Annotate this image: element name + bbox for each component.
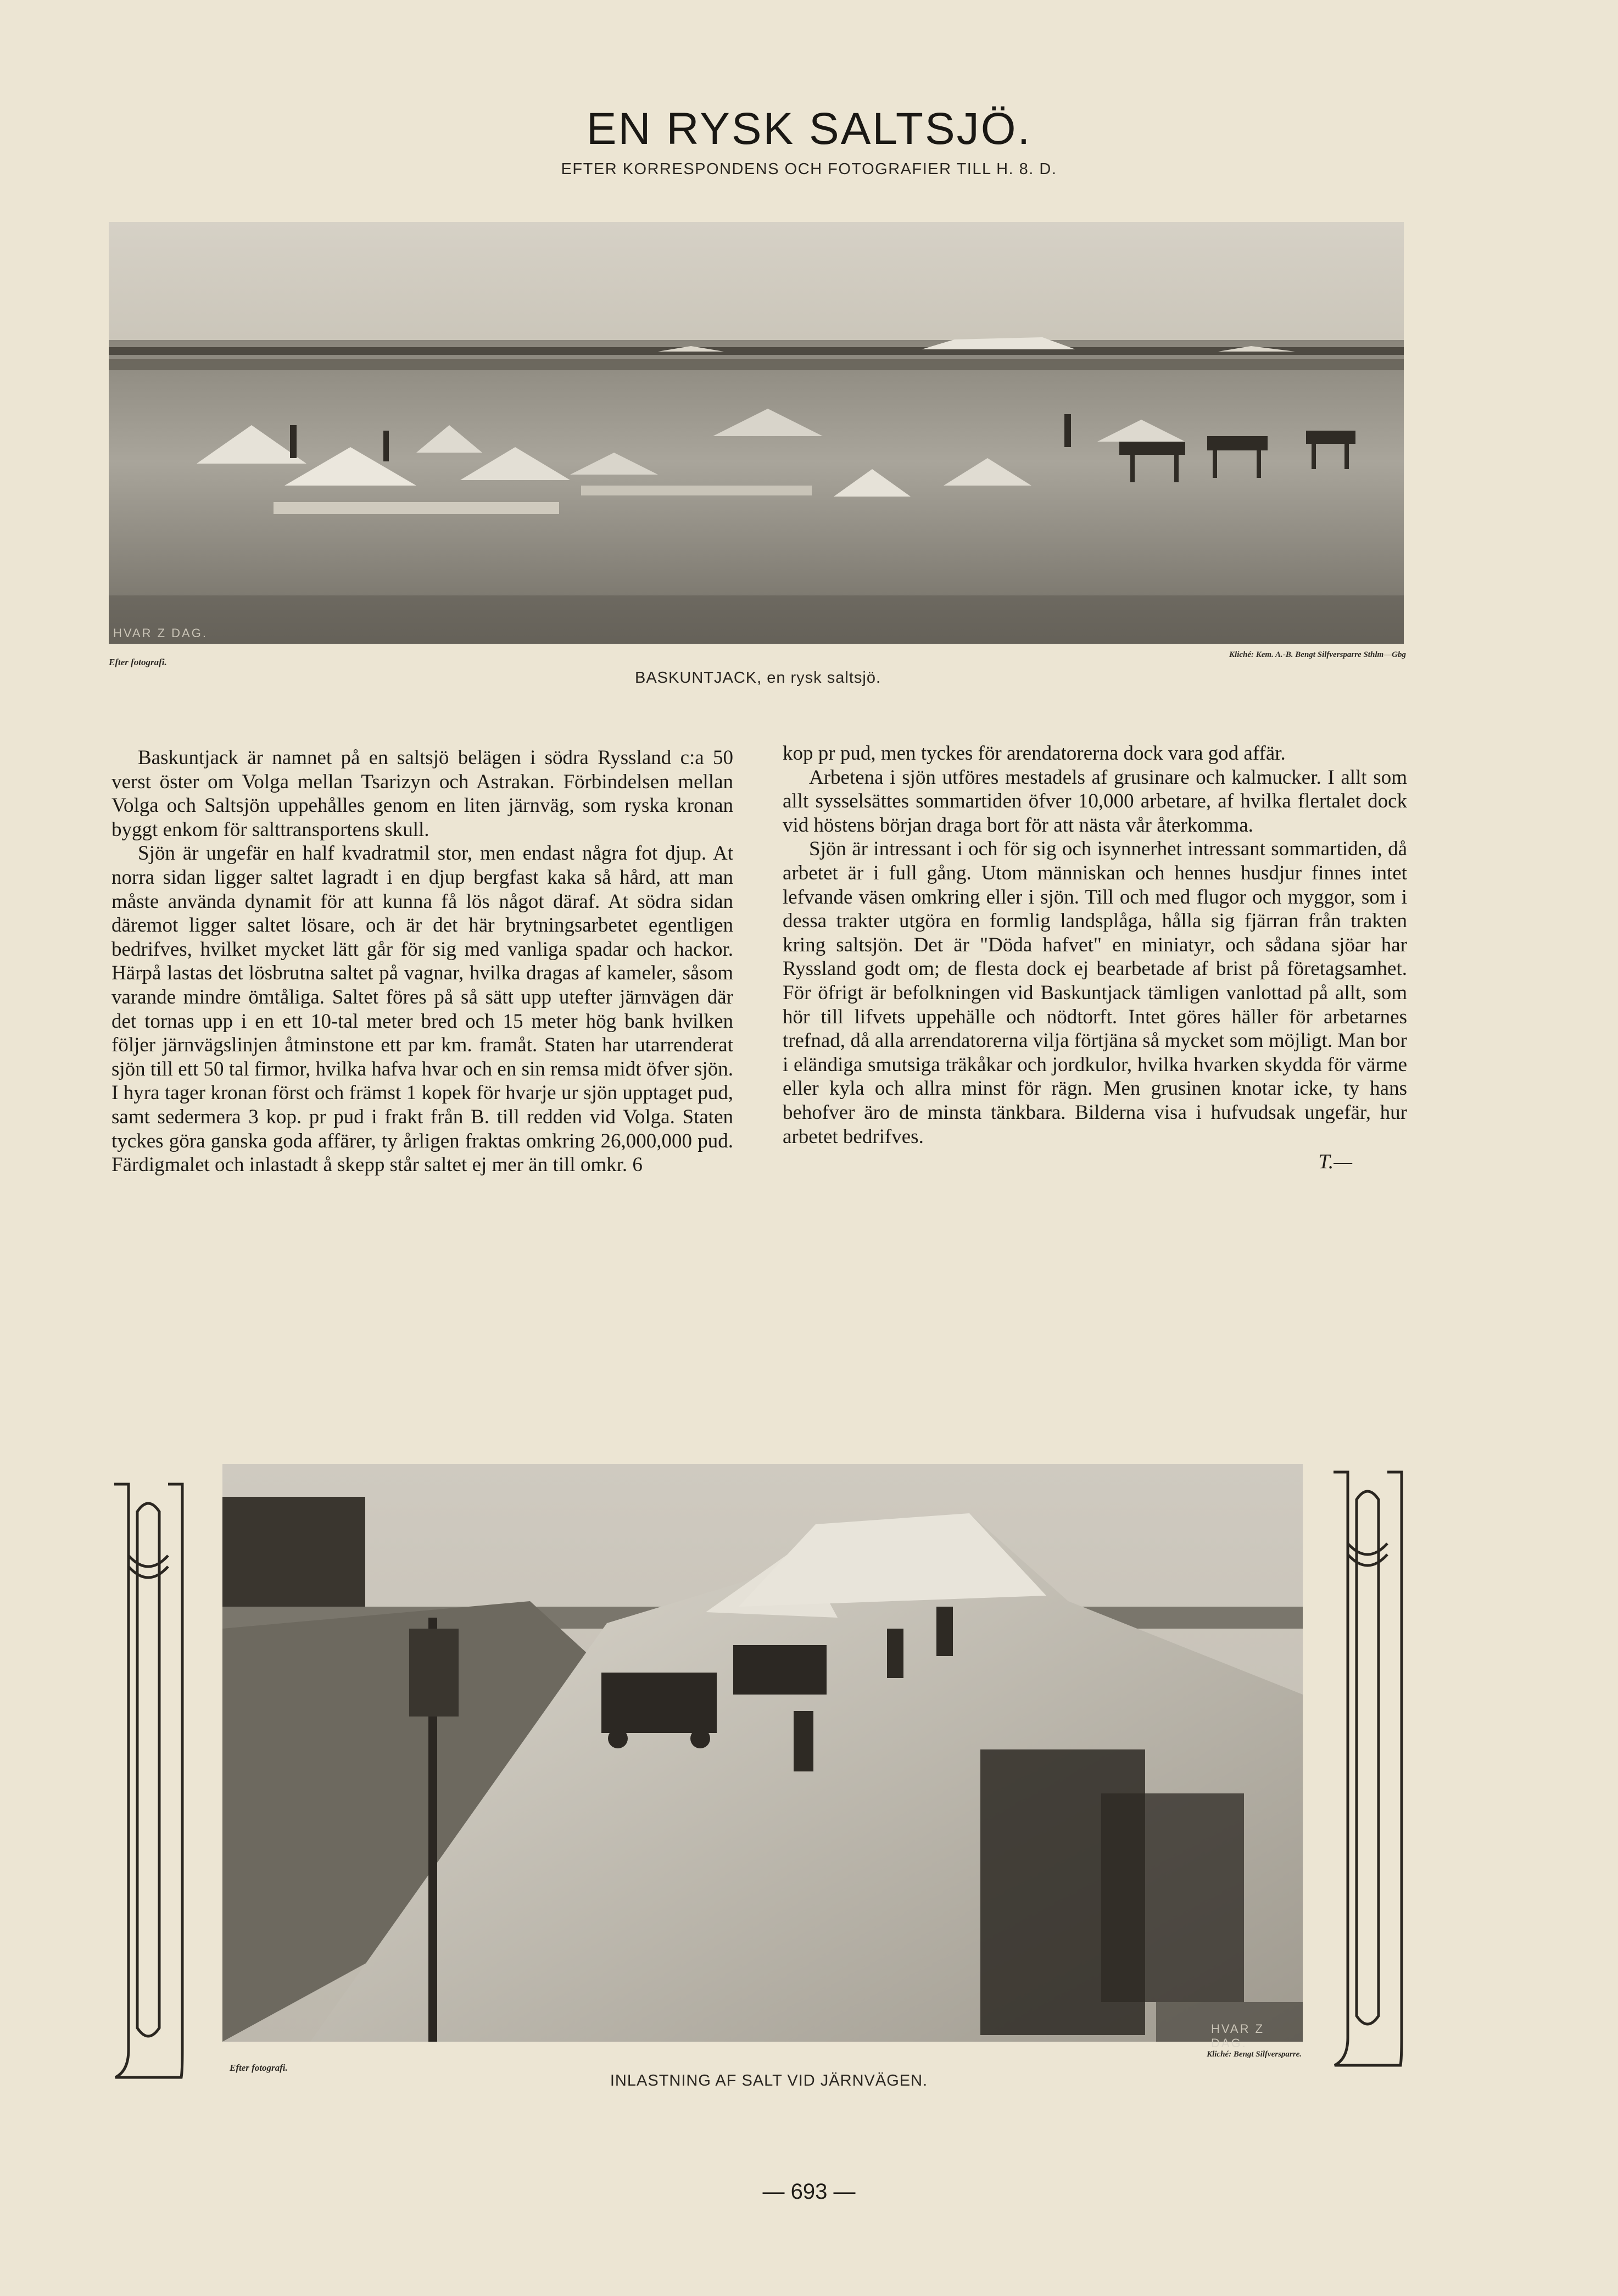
paragraph: Sjön är ungefär en half kvadratmil stor, men endast några fot djup. At norra sidan ligger saltet lagradt i en djup bergfast kaka så hård, att man måste använda dynamit för att kunna få lös något däraf. At södra sidan däremot ligger saltet lösare, och är det här brytningsarbetet egentligen bedrifves, hvilket mycket lätt går för sig med vanliga spadar och hackor. Härpå lastas det lösbrutna saltet på vagnar, hvilka dragas af kameler, såsom varande mindre ömtåliga. Saltet föres på så sätt upp utefter järnvägen där det tornas upp i en ett 10-tal meter bred och 15 meter hög bank hvilken följer järnvägslinjen åtminstone ett par km. framåt. Staten har utarrenderat sjön till ett 50 tal firmor, hvilka hafva hvar och en sin remsa midt öfver sjön. I hyra tager kronan först och främst 1 kopek för hvarje ur sjön upptaget pud, samt sedermera 3 kop. pr pud i frakt från B. till redden vid Volga. Staten tyckes göra ganska goda affärer, ty årligen fraktas omkring 26,000,000 pud. Färdigmalet och inlastadt å skepp står saltet ej mer än till omkr. 6 xyxy=(111,842,733,1177)
article-right-column xyxy=(783,742,1407,1174)
photo-credit-left: Efter fotografi. xyxy=(230,2063,288,2073)
railway-photo xyxy=(222,1464,1303,2050)
page-subtitle: EFTER KORRESPONDENS OCH FOTOGRAFIER TILL H. 8. D. xyxy=(561,160,1057,178)
photo-credit-right: Kliché: Bengt Silfversparre. xyxy=(1207,2050,1302,2059)
paragraph: Arbetena i sjön utföres mestadels af grusinare och kalmucker. I allt som allt sysselsättes sommartiden öfver 10,000 arbetare, af hvilka flertalet dock vid höstens början draga bort för att nästa vår återkomma. xyxy=(783,766,1407,837)
page-number: — 693 — xyxy=(762,2180,856,2204)
lake-photo xyxy=(109,222,1404,644)
photo-watermark: HVAR Z DAG. xyxy=(1211,2022,1265,2050)
ornament-right xyxy=(1324,1467,1411,2076)
photo-caption: BASKUNTJACK, en rysk saltsjö. xyxy=(635,669,881,687)
photo-credit-left: Efter fotografi. xyxy=(109,657,167,667)
photo-watermark: HVAR Z DAG. xyxy=(113,626,208,640)
photo-credit-right: Kliché: Kem. A.-B. Bengt Silfversparre Sthlm—Gbg xyxy=(1229,650,1406,659)
paragraph: kop pr pud, men tyckes för arendatorerna dock vara god affär. xyxy=(783,742,1286,765)
paragraph: Baskuntjack är namnet på en saltsjö belägen i södra Ryssland c:a 50 verst öster om Volga mellan Tsarizyn och Astrakan. Förbindelsen mellan Volga och Saltsjön uppehålles genom en liten järnväg, som ryska kronan byggt enkom för salttransportens skull. xyxy=(111,746,733,841)
article-left-column xyxy=(111,746,733,1177)
photo-caption: INLASTNING AF SALT VID JÄRNVÄGEN. xyxy=(610,2072,928,2089)
author-signature: T.— xyxy=(1318,1150,1352,1174)
page-title: EN RYSK SALTSJÖ. xyxy=(586,104,1032,154)
paragraph: Sjön är intressant i och för sig och isynnerhet intressant sommartiden, då arbetet är i full gång. Utom människan och hennes husdjur finnes intet lefvande väsen omkring eller i sjön. Till och med flugor och myggor, som i dessa trakter utgöra en formlig landsplåga, hålla sig fjärran från trakten kring saltsjön. Det är "Döda hafvet" en miniatyr, och sådana sjöar har Ryssland godt om; de flesta dock ej bearbetade af brist på företagsamhet. För öfrigt är befolkningen vid Baskuntjack tämligen vanlottad på allt, som hör till lifvets uppehälle och nödtorft. Intet göres häller för arbetarnes trefnad, då alla arrendatorerna vilja förtjäna så mycket som möjligt. Man bor i eländiga smutsiga träkåkar och jordkulor, hvilka hvarken skydda för värme eller kyla och allra minst för rägn. Men grusinen knotar icke, ty hans behofver äro de minsta tänkbara. Bilderna visa i hufvudsak ungefär, hur arbetet bedrifves. xyxy=(783,838,1407,1148)
ornament-left xyxy=(104,1479,192,2088)
